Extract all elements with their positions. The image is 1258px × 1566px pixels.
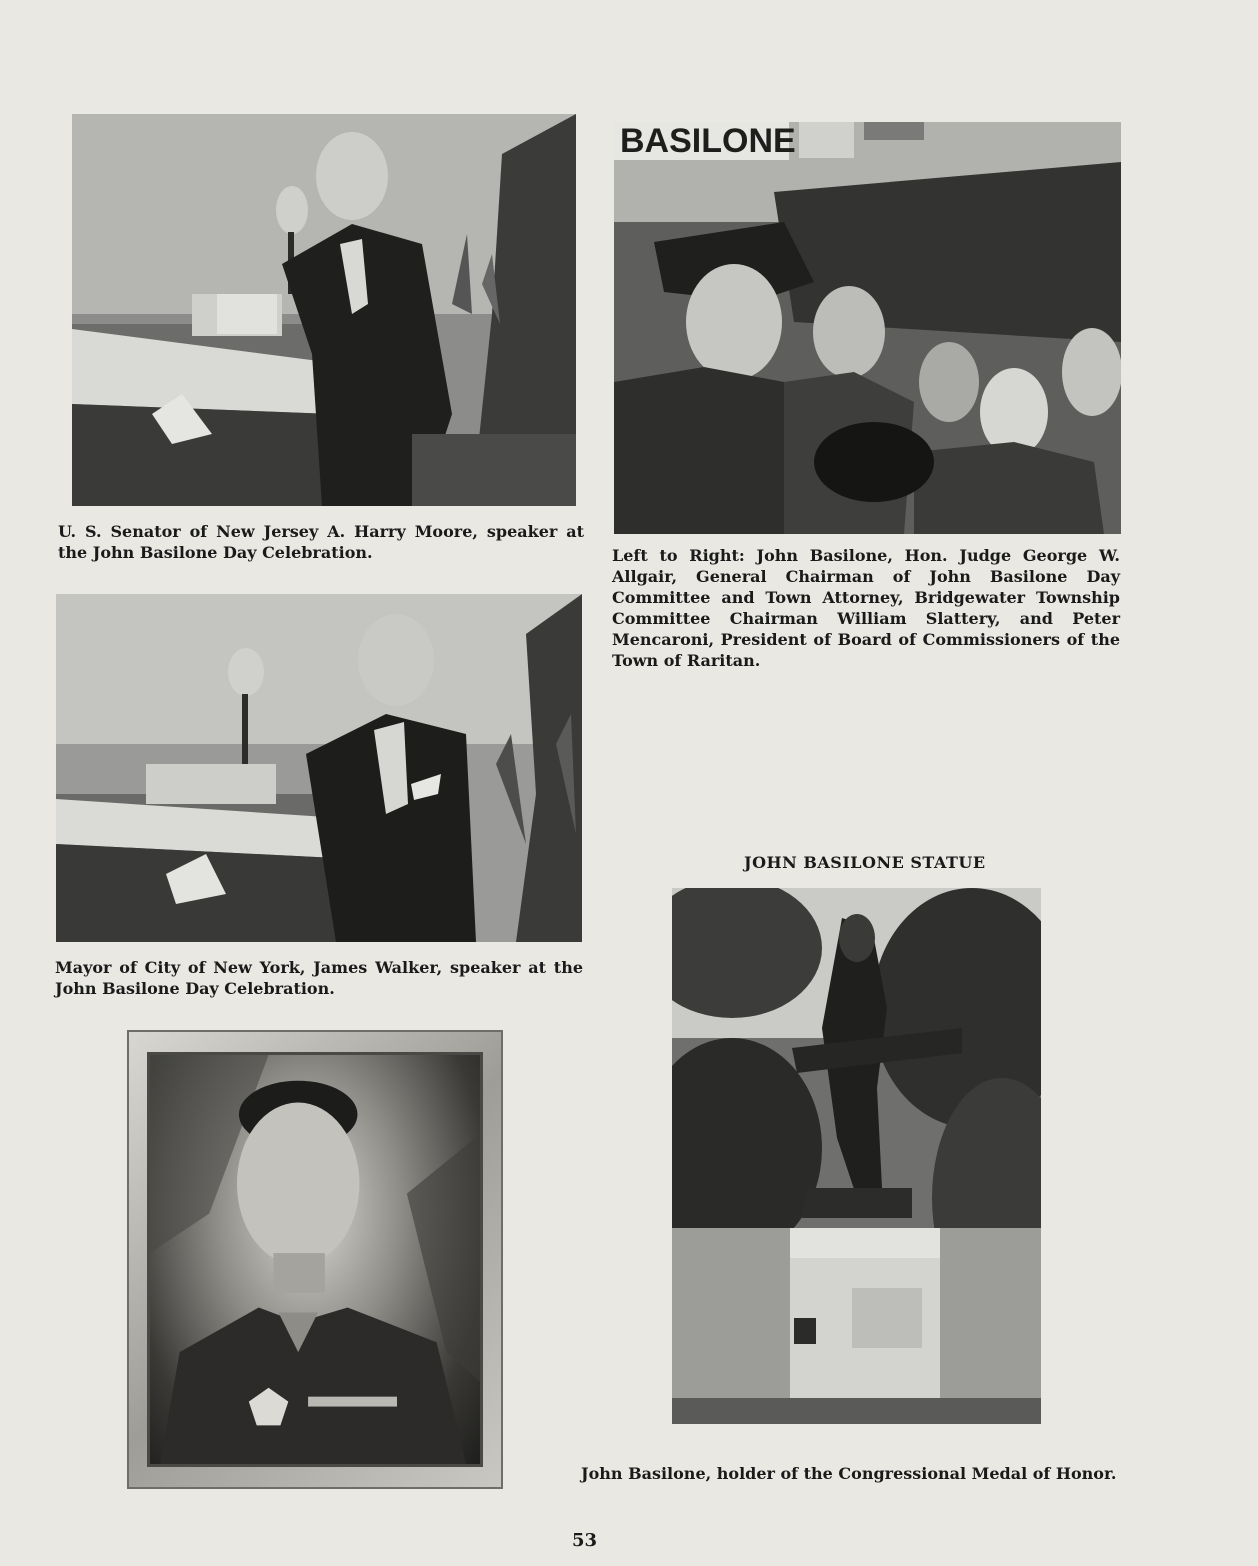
statue-illustration bbox=[672, 888, 1041, 1424]
portrait-image bbox=[147, 1052, 483, 1467]
caption-mayor-walker: Mayor of City of New York, James Walker, speaker at the John Basilone Day Celebration. bbox=[55, 958, 583, 998]
crowd-illustration bbox=[614, 122, 1121, 534]
photo-mayor-walker bbox=[56, 594, 582, 942]
speaker-illustration bbox=[72, 114, 576, 506]
caption-portrait-basilone: John Basilone, holder of the Congressional Medal of Honor. bbox=[581, 1464, 1117, 1483]
caption-group-basilone-day: Left to Right: John Basilone, Hon. Judge George W. Allgair, General Chairman of John Basilone Day Committee and Town Attorney, Bridgewater Township Committee Chairman William Slattery, and Peter Mencaroni, President of Board of Commissioners of the Town of Raritan. bbox=[612, 546, 1120, 670]
speaker-illustration bbox=[56, 594, 582, 942]
caption-senator-moore: U. S. Senator of New Jersey A. Harry Moore, speaker at the John Basilone Day Celebration. bbox=[58, 522, 584, 562]
heading-statue: JOHN BASILONE STATUE bbox=[744, 853, 986, 872]
photo-group-basilone-day bbox=[614, 122, 1121, 534]
banner-text: BASILONE bbox=[620, 122, 796, 160]
portrait-illustration bbox=[150, 1055, 480, 1464]
page-number: 53 bbox=[572, 1530, 598, 1551]
photo-senator-moore bbox=[72, 114, 576, 506]
framed-portrait-basilone bbox=[127, 1030, 503, 1489]
photo-basilone-statue bbox=[672, 888, 1041, 1424]
